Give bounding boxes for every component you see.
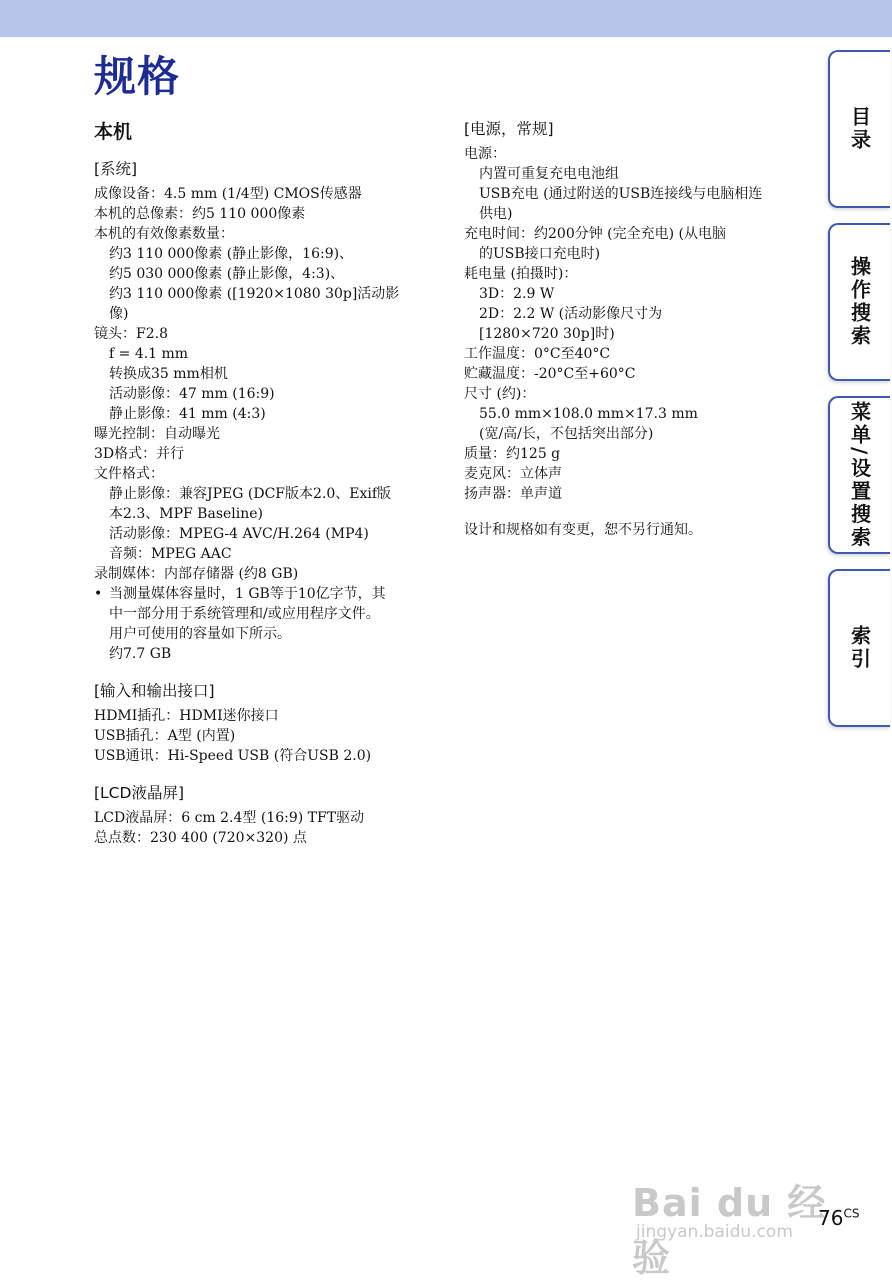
spec-line: HDMI插孔：HDMI迷你接口 [94, 708, 279, 724]
spec-line: 2D：2.2 W (活动影像尺寸为 [479, 306, 663, 322]
top-header-bar [0, 0, 892, 37]
power-heading: [电源，常规] [464, 120, 554, 138]
spec-line: 电源： [464, 146, 506, 162]
spec-line: 尺寸 (约)： [464, 386, 536, 402]
bullet-mark: • [94, 586, 103, 602]
spec-line: USB通讯：Hi-Speed USB (符合USB 2.0) [94, 748, 372, 764]
page-title: 规格 [94, 52, 181, 101]
spec-line: 内置可重复充电电池组 [479, 166, 619, 182]
spec-line: 工作温度：0°C至40°C [464, 346, 611, 362]
watermark-brand: Bai du 经验 [632, 1181, 827, 1280]
spec-line: 总点数：230 400 (720×320) 点 [94, 830, 307, 846]
io-section [94, 680, 434, 766]
lcd-heading: [LCD液晶屏] [94, 784, 184, 802]
spec-line: 成像设备：4.5 mm (1/4型) CMOS传感器 [94, 186, 362, 202]
spec-line: (宽/高/长，不包括突出部分) [479, 426, 654, 442]
spec-line: USB充电 (通过附送的USB连接线与电脑相连 [479, 186, 763, 202]
disclaimer-text: 设计和规格如有变更，恕不另行通知。 [464, 522, 702, 538]
page-number-suffix: CS [843, 1206, 860, 1221]
right-column [464, 118, 804, 540]
spec-line: 供电) [479, 206, 513, 222]
spec-line: 3D格式：并行 [94, 446, 185, 462]
tab-operation-search[interactable] [828, 223, 890, 381]
section-heading-unit: 本机 [94, 121, 133, 143]
note-line: 约7.7 GB [109, 646, 172, 662]
tab-index-label: 索引 [847, 625, 872, 671]
note-line: 用户可使用的容量如下所示。 [109, 626, 291, 642]
baidu-watermark [632, 1150, 842, 1280]
power-section [464, 118, 804, 504]
system-section [94, 158, 434, 664]
spec-line: LCD液晶屏：6 cm 2.4型 (16:9) TFT驱动 [94, 810, 365, 826]
tab-operation-search-label: 操作搜索 [847, 256, 872, 348]
spec-line: 静止影像：41 mm (4:3) [109, 406, 266, 422]
spec-line: 质量：约125 g [464, 446, 561, 462]
spec-line: 麦克风：立体声 [464, 466, 562, 482]
tab-menu-settings-search-label: 菜单/设置搜索 [847, 400, 872, 550]
system-heading: [系统] [94, 160, 138, 178]
spec-line: 文件格式： [94, 466, 164, 482]
spec-line: 55.0 mm×108.0 mm×17.3 mm [479, 406, 698, 422]
spec-line: 本机的有效像素数量： [94, 226, 234, 242]
spec-line: USB插孔：A型 (内置) [94, 728, 236, 744]
spec-line: 本2.3、MPF Baseline) [109, 506, 264, 522]
spec-line: 像) [109, 306, 129, 322]
spec-line: 曝光控制：自动曝光 [94, 426, 220, 442]
page-number [818, 1206, 859, 1230]
spec-line: 的USB接口充电时) [479, 246, 601, 262]
spec-line: 约3 110 000像素 ([1920×1080 30p]活动影 [109, 286, 400, 302]
spec-line: 音频：MPEG AAC [109, 546, 232, 562]
spec-line: [1280×720 30p]时) [479, 326, 615, 342]
spec-line: f = 4.1 mm [109, 346, 189, 362]
spec-line: 扬声器：单声道 [464, 486, 562, 502]
spec-line: 活动影像：MPEG-4 AVC/H.264 (MP4) [109, 526, 369, 542]
spec-line: 贮藏温度：-20°C至+60°C [464, 366, 636, 382]
watermark-url: jingyan.baidu.com [636, 1222, 793, 1242]
spec-line: 活动影像：47 mm (16:9) [109, 386, 275, 402]
spec-line: 镜头：F2.8 [94, 326, 168, 342]
tab-contents[interactable] [828, 50, 890, 208]
note-line: 中一部分用于系统管理和/或应用程序文件。 [109, 606, 380, 622]
spec-line: 约5 030 000像素 (静止影像，4:3)、 [109, 266, 345, 282]
left-column [94, 118, 434, 864]
note-line: 当测量媒体容量时，1 GB等于10亿字节，其 [109, 586, 386, 602]
storage-note [94, 584, 434, 664]
spec-line: 本机的总像素：约5 110 000像素 [94, 206, 306, 222]
io-heading: [输入和输出接口] [94, 682, 215, 700]
lcd-section [94, 782, 434, 848]
tab-menu-settings-search[interactable] [828, 396, 890, 554]
spec-line: 转换成35 mm相机 [109, 366, 228, 382]
spec-line: 约3 110 000像素 (静止影像，16:9)、 [109, 246, 354, 262]
spec-line: 充电时间：约200分钟 (完全充电) (从电脑 [464, 226, 727, 242]
tab-index[interactable] [828, 569, 890, 727]
spec-line: 耗电量 (拍摄时)： [464, 266, 578, 282]
spec-line: 3D：2.9 W [479, 286, 555, 302]
spec-line: 录制媒体：内部存储器 (约8 GB) [94, 566, 299, 582]
tab-contents-label: 目录 [847, 106, 872, 152]
page-number-value: 76 [818, 1206, 844, 1230]
spec-line: 静止影像：兼容JPEG (DCF版本2.0、Exif版 [109, 486, 392, 502]
